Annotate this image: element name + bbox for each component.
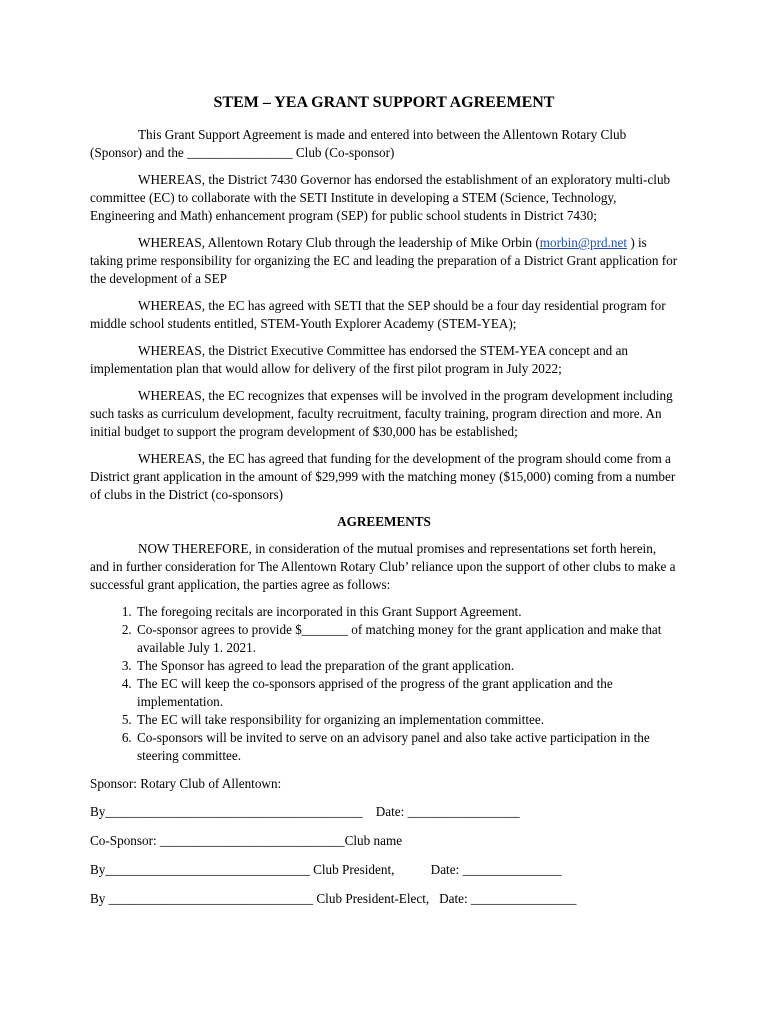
whereas-paragraph-6: WHEREAS, the EC has agreed that funding for the development of the program should come from a District grant application in the amount of $29,999 with the matching money ($15,000) coming from a number of clubs in the District (co-sponsors): [90, 451, 676, 502]
whereas-paragraph-4: WHEREAS, the District Executive Committee has endorsed the STEM-YEA concept and an implementation plan that would allow for delivery of the first pilot program in July 2022;: [90, 343, 629, 376]
sponsor-signature-line: By_______________________________________ Date: _________________: [90, 804, 520, 819]
whereas-2-text-end: ) is taking prime responsibility for organizing the EC and leading the preparation of a District Grant application for the development of a SEP: [90, 235, 678, 286]
agreement-item: 2. Co-sponsor agrees to provide $_______ of matching money for the grant application and make that available July 1. 2021.: [135, 621, 678, 657]
agreements-heading: AGREEMENTS: [337, 514, 431, 529]
agreement-item: 6. Co-sponsors will be invited to serve on an advisory panel and also take active participation in the steering committee.: [135, 729, 678, 765]
agreements-list: [90, 603, 678, 765]
agreement-item: 3. The Sponsor has agreed to lead the preparation of the grant application.: [135, 657, 678, 675]
agreement-item: 1. The foregoing recitals are incorporated in this Grant Support Agreement.: [135, 603, 678, 621]
agreement-item: 5. The EC will take responsibility for organizing an implementation committee.: [135, 711, 678, 729]
now-therefore-paragraph: NOW THEREFORE, in consideration of the mutual promises and representations set forth herein, and in further consideration for The Allentown Rotary Club’ reliance upon the support of other clubs to make a successful grant application, the parties agree as follows:: [90, 541, 676, 592]
sponsor-label: Sponsor: Rotary Club of Allentown:: [90, 776, 282, 791]
document-body: [90, 92, 678, 919]
intro-paragraph: This Grant Support Agreement is made and entered into between the Allentown Rotary Club (Sponsor) and the ________________ Club (Co-sponsor): [90, 127, 627, 160]
club-president-signature-line: By_______________________________ Club President, Date: _______________: [90, 862, 562, 877]
whereas-paragraph-2: [90, 234, 678, 288]
agreement-item: 4. The EC will keep the co-sponsors apprised of the progress of the grant application and the implementation.: [135, 675, 678, 711]
whereas-paragraph-3: WHEREAS, the EC has agreed with SETI that the SEP should be a four day residential program for middle school students entitled, STEM-Youth Explorer Academy (STEM-YEA);: [90, 298, 666, 331]
whereas-paragraph-1: WHEREAS, the District 7430 Governor has endorsed the establishment of an exploratory multi-club committee (EC) to collaborate with the SETI Institute in developing a STEM (Science, Technology, Engineering and Math) enhancement program (SEP) for public school students in District 7430;: [90, 172, 671, 223]
document-title: STEM – YEA GRANT SUPPORT AGREEMENT: [213, 94, 555, 111]
co-sponsor-name-line: Co-Sponsor: ____________________________Club name: [90, 833, 403, 848]
club-president-elect-signature-line: By _______________________________ Club President-Elect, Date: ________________: [90, 891, 577, 906]
email-link[interactable]: morbin@prd.net: [539, 235, 628, 250]
whereas-2-text-start: WHEREAS, Allentown Rotary Club through the leadership of Mike Orbin (: [138, 235, 540, 250]
whereas-paragraph-5: WHEREAS, the EC recognizes that expenses will be involved in the program development including such tasks as curriculum development, faculty recruitment, faculty training, program direction and more. An initial budget to support the program development of $30,000 has be established;: [90, 388, 673, 439]
